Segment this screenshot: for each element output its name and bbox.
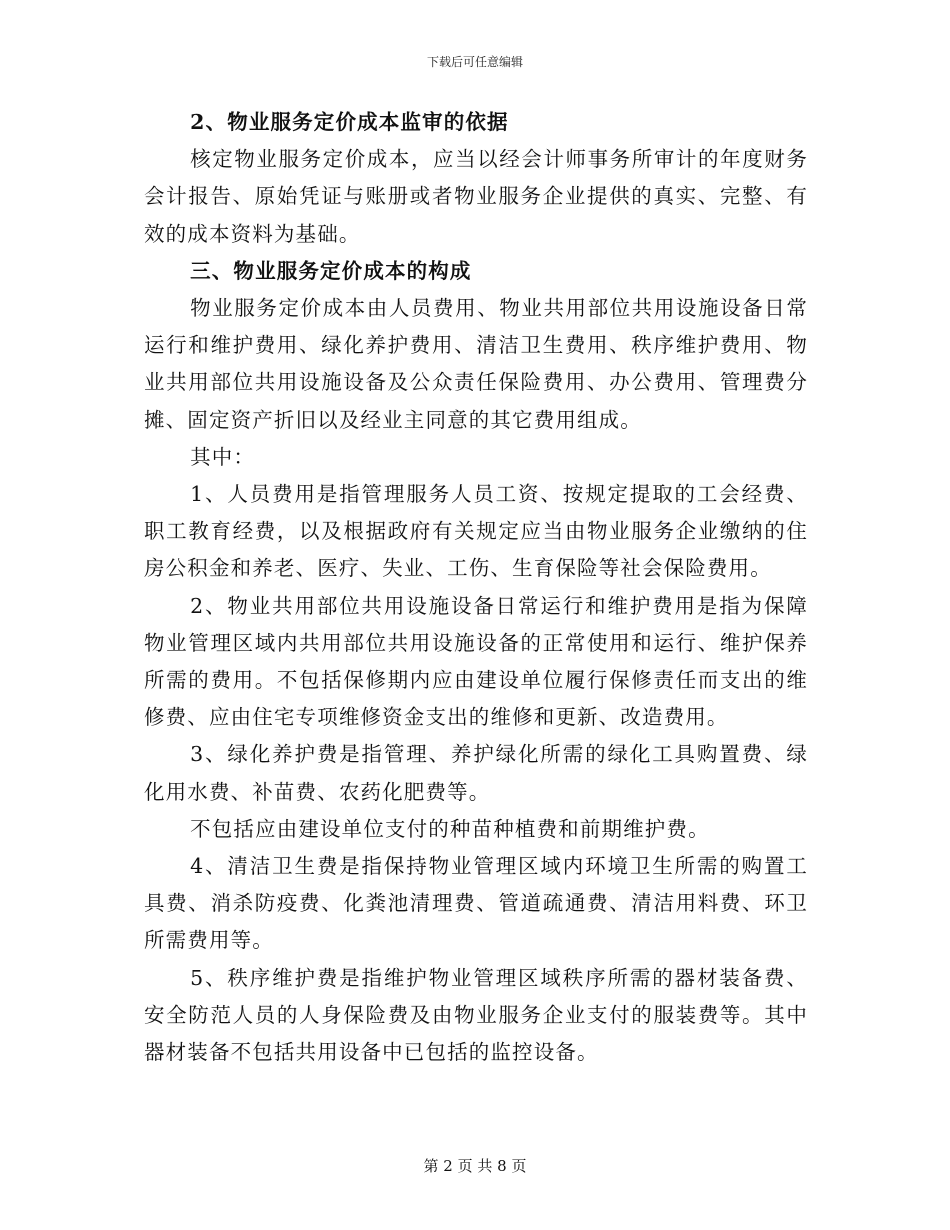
paragraph-among: 其中： bbox=[190, 444, 256, 469]
paragraph-item-3: 3、绿化养护费是指管理、养护绿化所需的绿化工具购置费、绿化用水费、补苗费、农药化肥费等。 bbox=[144, 742, 808, 804]
paragraph-item-4: 4、清洁卫生费是指保持物业管理区域内环境卫生所需的购置工具费、消杀防疫费、化粪池清理费、管道疏通费、清洁用料费、环卫所需费用等。 bbox=[144, 854, 808, 953]
paragraph-basis: 核定物业服务定价成本，应当以经会计师事务所审计的年度财务会计报告、原始凭证与账册或者物业服务企业提供的真实、完整、有效的成本资料为基础。 bbox=[144, 147, 808, 246]
paragraph-item-1: 1、人员费用是指管理服务人员工资、按规定提取的工会经费、职工教育经费，以及根据政府有关规定应当由物业服务企业缴纳的住房公积金和养老、医疗、失业、工伤、生育保险等社会保险费用。 bbox=[144, 482, 808, 581]
paragraph-item-5: 5、秩序维护费是指维护物业管理区域秩序所需的器材装备费、安全防范人员的人身保险费及由物业服务企业支付的服装费等。其中器材装备不包括共用设备中已包括的监控设备。 bbox=[144, 965, 808, 1065]
section-heading-3: 三、物业服务定价成本的构成 bbox=[190, 258, 472, 283]
paragraph-item-3-note: 不包括应由建设单位支付的种苗种植费和前期维护费。 bbox=[190, 816, 710, 841]
header-note: 下载后可任意编辑 bbox=[426, 55, 523, 69]
document-body bbox=[144, 104, 808, 1071]
paragraph-composition: 物业服务定价成本由人员费用、物业共用部位共用设施设备日常运行和维护费用、绿化养护费用、清洁卫生费用、秩序维护费用、物业共用部位共用设施设备及公众责任保险费用、办公费用、管理费分摊、固定资产折旧以及经业主同意的其它费用组成。 bbox=[144, 296, 808, 432]
section-heading-2: 2、物业服务定价成本监审的依据 bbox=[190, 110, 509, 134]
page-number: 第 2 页 共 8 页 bbox=[423, 1157, 527, 1175]
paragraph-item-2: 2、物业共用部位共用设施设备日常运行和维护费用是指为保障物业管理区域内共用部位共用设施设备的正常使用和运行、维护保养所需的费用。不包括保修期内应由建设单位履行保修责任而支出的维修费、应由住宅专项维修资金支出的维修和更新、改造费用。 bbox=[144, 593, 808, 730]
